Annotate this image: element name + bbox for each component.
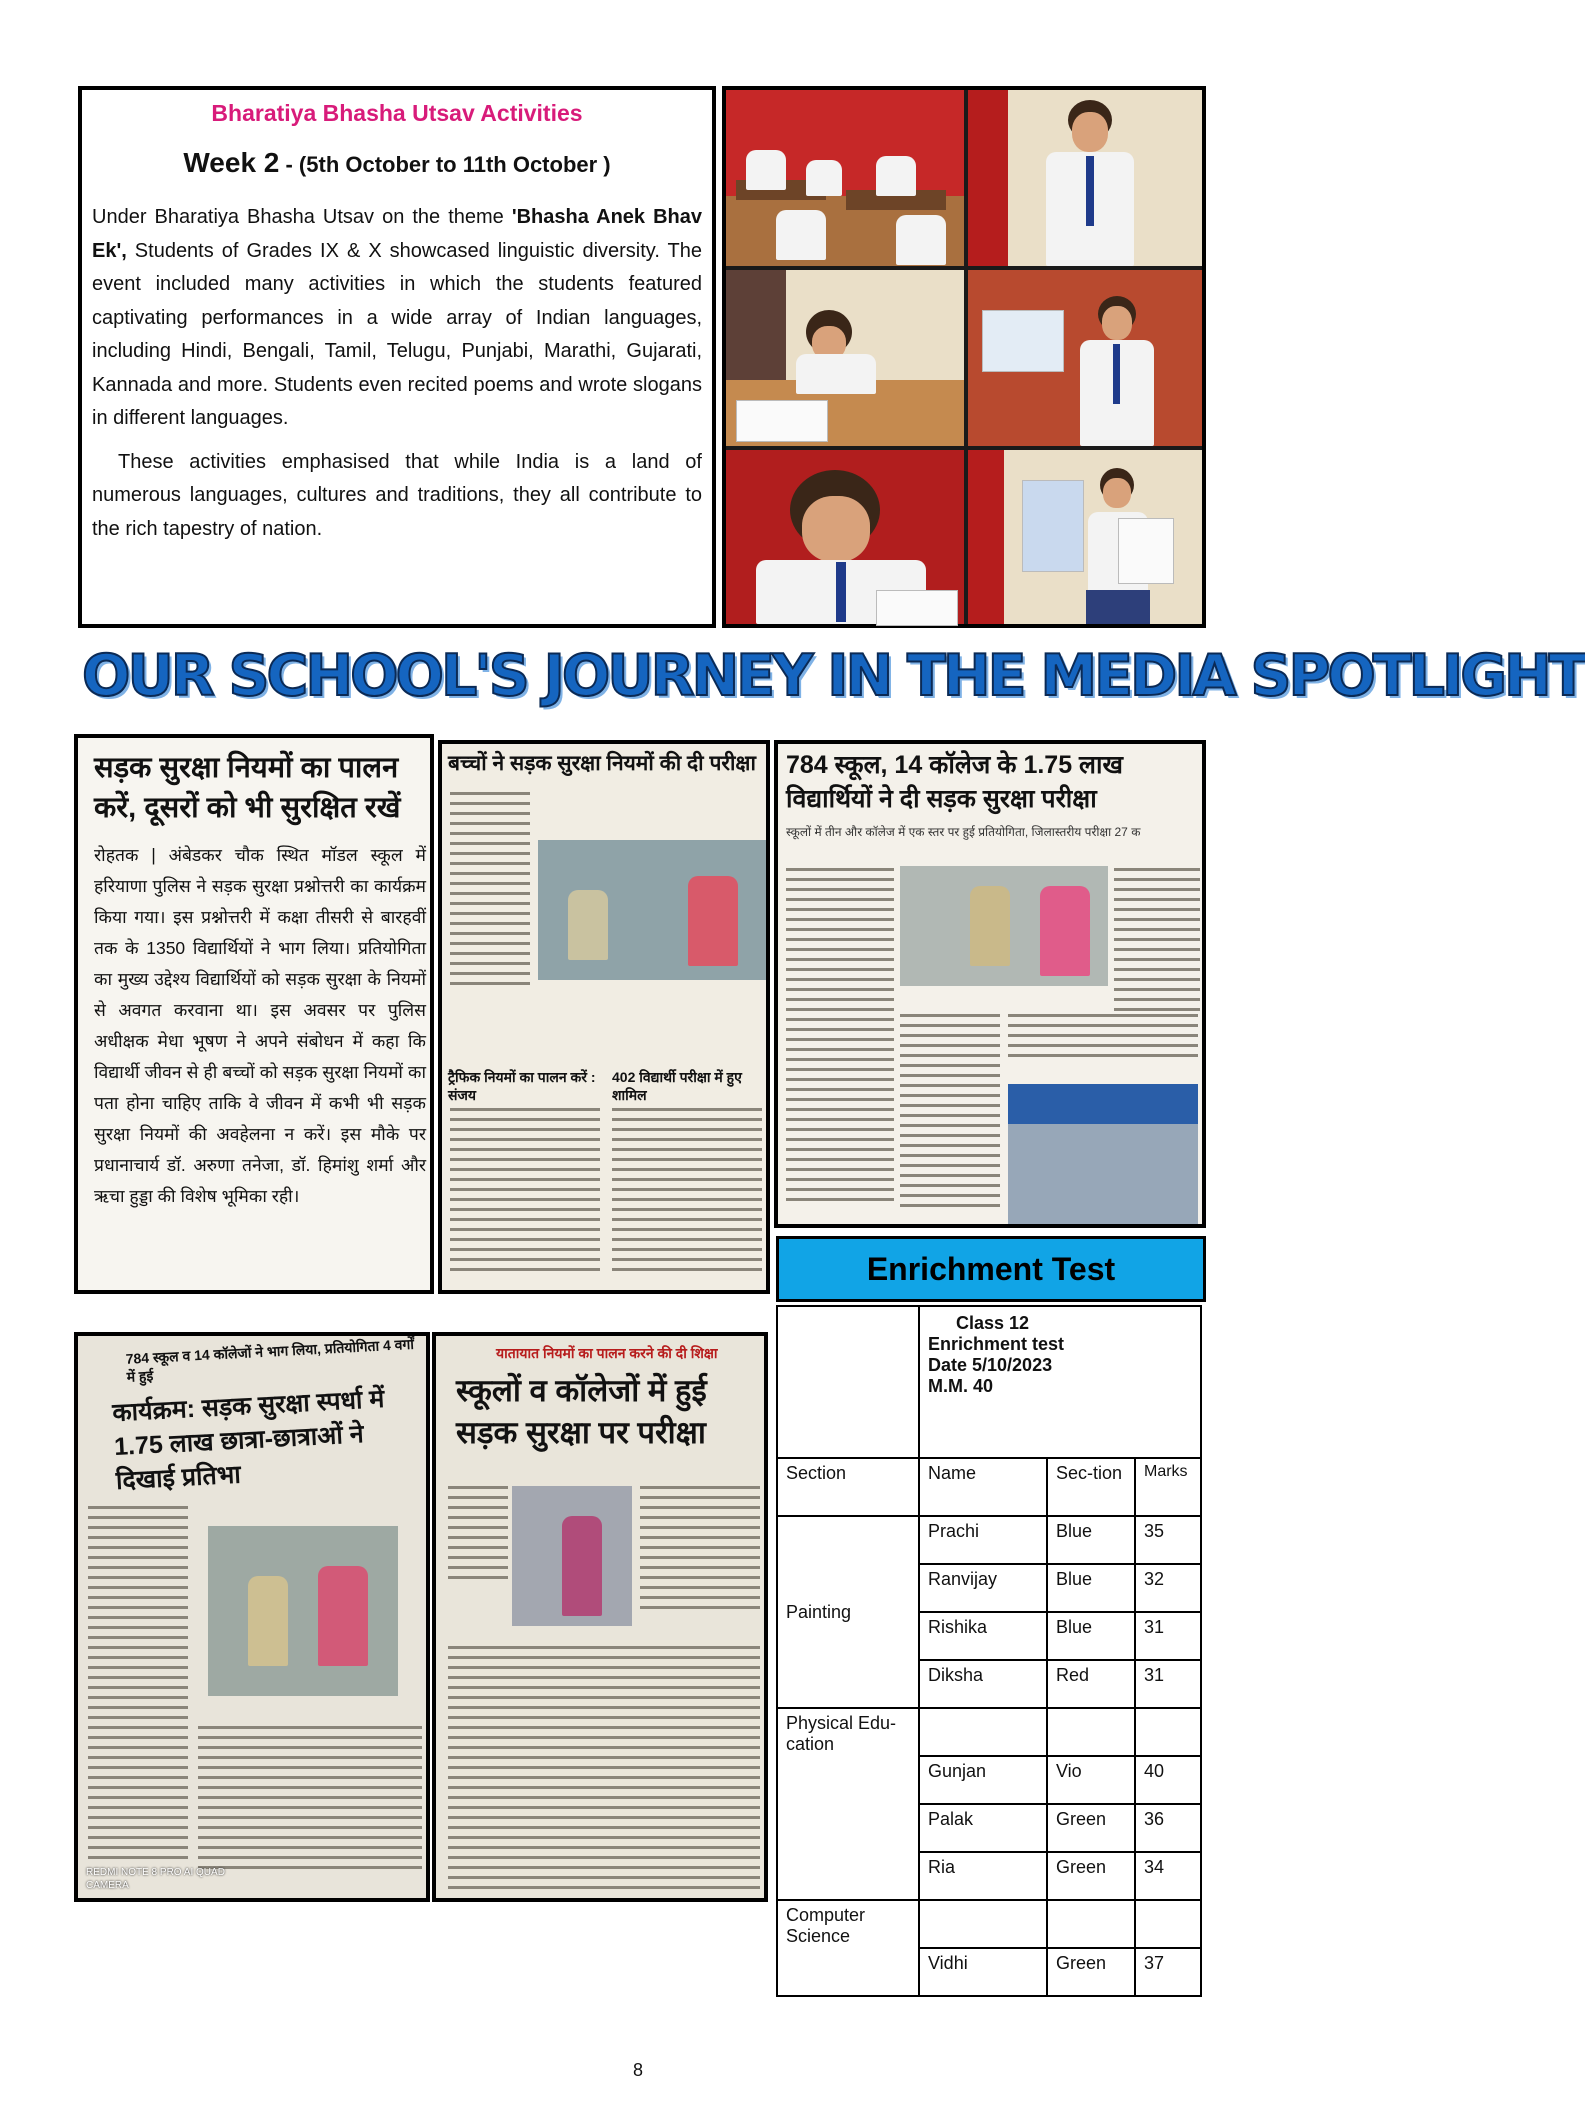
- clip1-body: रोहतक | अंबेडकर चौक स्थित मॉडल स्कूल में हरियाणा पुलिस ने सड़क सुरक्षा प्रश्नोत्तरी का कार्यक्रम किया गया। इस प्रश्नोत्तरी में कक्षा तीसरी से बारहवीं तक के 1350 विद्यार्थियों ने भाग लिया। प्रतियोगिता का मुख्य उद्देश्य विद्यार्थियों को सड़क सुरक्षा के नियमों से अवगत करवाना था। इस अवसर पर पुलिस अधीक्षक मेधा भूषण ने अपने संबोधन में कहा कि विद्यार्थी जीवन से ही बच्चों को सड़क सुरक्षा नियमों का पता होना चाहिए ताकि वे जीवन में कभी भी सड़क सुरक्षा नियमों की अवहेलना न करें। इस मौके पर प्रधानाचार्य डॉ. अरुणा तनेजा, डॉ. हिमांशु शर्मा और ऋचा हुड्डा की विशेष भूमिका रही।: [94, 845, 426, 1206]
- news-clip-1: [74, 734, 434, 1294]
- info-marks: M.M. 40: [928, 1376, 994, 1396]
- clip4-photo: [208, 1526, 398, 1696]
- student-name: Vidhi: [919, 1948, 1047, 1996]
- student-name: Ria: [919, 1852, 1047, 1900]
- header-section: Section: [777, 1458, 919, 1516]
- utsav-paragraph-1: [92, 201, 702, 436]
- clip5-headline: स्कूलों व कॉलेजों में हुई सड़क सुरक्षा पर परीक्षा: [456, 1373, 707, 1450]
- student-section: [1047, 1708, 1135, 1756]
- student-name: Gunjan: [919, 1756, 1047, 1804]
- student-name: Diksha: [919, 1660, 1047, 1708]
- enrichment-test-banner: Enrichment Test: [776, 1236, 1206, 1302]
- student-reciting-photo-2: [968, 270, 1202, 446]
- student-writing-photo-2: [726, 450, 964, 624]
- test-info-cell: [919, 1306, 1201, 1458]
- clip3-group-photo: [1008, 1084, 1198, 1224]
- student-name: Ranvijay: [919, 1564, 1047, 1612]
- student-marks: 40: [1135, 1756, 1201, 1804]
- camera-watermark: REDMI NOTE 8 PRO AI QUAD CAMERA: [86, 1867, 225, 1891]
- clip3-subhead: स्कूलों में तीन और कॉलेज में एक स्तर पर हुई प्रतियोगिता, जिलास्तरीय परीक्षा 27 क: [786, 825, 1141, 839]
- utsav-title: Bharatiya Bhasha Utsav Activities: [211, 100, 583, 126]
- clip3-photo: [900, 866, 1108, 986]
- student-marks: [1135, 1708, 1201, 1756]
- clip2-headline: बच्चों ने सड़क सुरक्षा नियमों की दी परीक्षा: [448, 752, 756, 775]
- para1-pre: Under Bharatiya Bhasha Utsav on the theme: [92, 206, 512, 228]
- student-reciting-photo-3: [968, 450, 1202, 624]
- info-date: Date 5/10/2023: [928, 1355, 1053, 1375]
- student-name: Palak: [919, 1804, 1047, 1852]
- student-section: Green: [1047, 1804, 1135, 1852]
- student-marks: 31: [1135, 1612, 1201, 1660]
- student-marks: 31: [1135, 1660, 1201, 1708]
- student-name: [919, 1900, 1047, 1948]
- activity-photo-collage: [722, 86, 1206, 628]
- header-marks: Marks: [1135, 1458, 1201, 1516]
- week-heading: [92, 147, 702, 179]
- student-marks: 34: [1135, 1852, 1201, 1900]
- section-computer-science: Computer Science: [777, 1900, 919, 1996]
- student-section: Green: [1047, 1948, 1135, 1996]
- clip4-topline: 784 स्कूल व 14 कॉलेजों ने भाग लिया, प्रतियोगिता 4 वर्गों में हुई: [125, 1335, 415, 1385]
- student-marks: [1135, 1900, 1201, 1948]
- header-name: Name: [919, 1458, 1047, 1516]
- student-marks: 35: [1135, 1516, 1201, 1564]
- student-section: Blue: [1047, 1516, 1135, 1564]
- student-reciting-photo-1: [968, 90, 1202, 266]
- student-section: Green: [1047, 1852, 1135, 1900]
- clip3-headline: 784 स्कूल, 14 कॉलेज के 1.75 लाख विद्यार्थियों ने दी सड़क सुरक्षा परीक्षा: [786, 751, 1123, 813]
- para1-post: Students of Grades IX & X showcased linguistic diversity. The event included many activities in which the students featured captivating performances in a wide array of Indian languages, including Hindi, Bengali, Tamil, Telugu, Punjabi, Marathi, Gujarati, Kannada and more. Students even recited poems and wrote slogans in different languages.: [92, 239, 702, 429]
- page-number: 8: [632, 2060, 643, 2080]
- media-spotlight-heading: OUR SCHOOL'S JOURNEY IN THE MEDIA SPOTLIGHT: [82, 643, 1585, 709]
- student-name: [919, 1708, 1047, 1756]
- student-marks: 37: [1135, 1948, 1201, 1996]
- student-name: Prachi: [919, 1516, 1047, 1564]
- student-writing-photo-1: [726, 270, 964, 446]
- clip1-headline: सड़क सुरक्षा नियमों का पालन करें, दूसरों को भी सुरक्षित रखें: [94, 752, 401, 824]
- student-marks: 32: [1135, 1564, 1201, 1612]
- news-clip-2: [438, 740, 770, 1294]
- clip2-photo: [538, 840, 766, 980]
- week-dates: - (5th October to 11th October ): [279, 152, 611, 177]
- section-physical-education: Physical Edu-cation: [777, 1708, 919, 1900]
- news-clip-3: [774, 740, 1206, 1228]
- classroom-photo: [726, 90, 964, 266]
- student-section: Blue: [1047, 1612, 1135, 1660]
- para1-theme: 'Bhasha Anek Bhav Ek',: [92, 206, 702, 262]
- student-section: Red: [1047, 1660, 1135, 1708]
- info-class: Class 12: [956, 1313, 1030, 1333]
- news-clip-5: [432, 1332, 768, 1902]
- utsav-paragraph-2: These activities emphasised that while India is a land of numerous languages, cultures and traditions, they all contribute to the rich tapestry of nation.: [92, 450, 702, 540]
- student-section: Blue: [1047, 1564, 1135, 1612]
- clip2-subhead-2: 402 विद्यार्थी परीक्षा में हुए शामिल: [612, 1069, 742, 1103]
- clip4-headline: कार्यक्रम: सड़क सुरक्षा स्पर्धा में 1.75 लाख छात्रा-छात्राओं ने दिखाई प्रतिभा: [111, 1384, 385, 1496]
- news-clip-4: [74, 1332, 430, 1902]
- info-blank-cell: [777, 1306, 919, 1458]
- clip2-subhead-1: ट्रैफिक नियमों का पालन करें : संजय: [448, 1069, 596, 1103]
- clip5-kicker: यातायात नियमों का पालन करने की दी शिक्षा: [496, 1345, 718, 1361]
- week-label: Week 2: [183, 147, 280, 178]
- utsav-text-box: [78, 86, 716, 628]
- clip5-photo: [512, 1486, 632, 1626]
- student-marks: 36: [1135, 1804, 1201, 1852]
- enrichment-table: [776, 1305, 1202, 1997]
- section-painting: Painting: [777, 1516, 919, 1708]
- info-title: Enrichment test: [928, 1334, 1065, 1354]
- student-name: Rishika: [919, 1612, 1047, 1660]
- student-section: Vio: [1047, 1756, 1135, 1804]
- student-section: [1047, 1900, 1135, 1948]
- header-sec: Sec-tion: [1047, 1458, 1135, 1516]
